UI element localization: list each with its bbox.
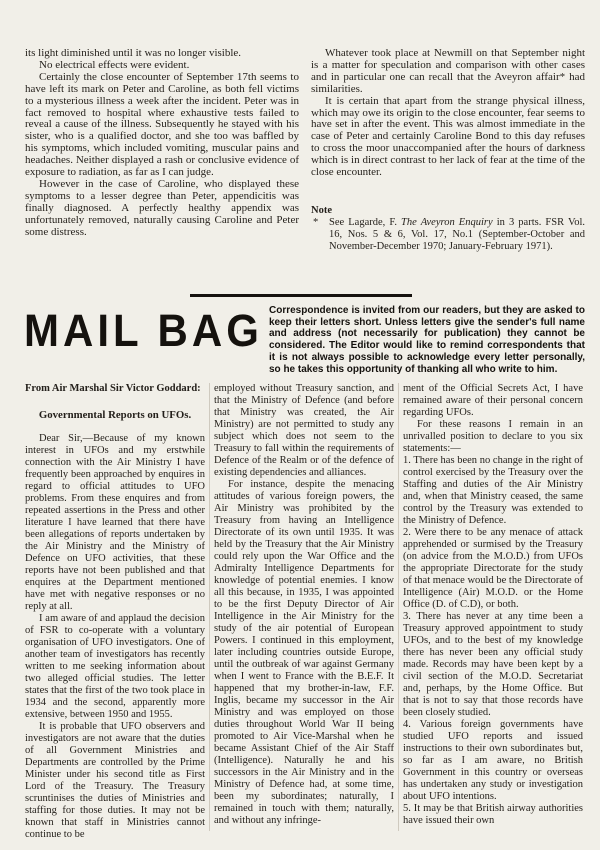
- letter-column-3: [403, 383, 583, 841]
- column-rule: [209, 383, 210, 831]
- note: [311, 205, 585, 253]
- paragraph: ment of the Official Secrets Act, I have remained aware of their personal concern regarding UFOs.: [403, 383, 583, 418]
- note-text-tail: in 3 parts. FSR Vol. 16, Nos. 5 & 6, Vol. 17, No.1 (September-October and November-December 1970; January-February 1971).: [329, 216, 585, 252]
- paragraph: employed without Treasury sanction, and that the Ministry of Defence (and before that Ministry was created, the Air Ministry) are not permitted to study any subject which does not seem to the Treasury to fall within the requirements of Defence of the Realm or of the defence of existing dependencies and alliances.: [214, 383, 394, 478]
- paragraph: I am aware of and applaud the decision of FSR to co-operate with a voluntary organisation of UFO investigators. One of another team of investigators has recently written to me seeking information about two alleged official studies. The letter states that the first of the two took place in 1934 and the second, apparently more extensive, between 1950 and 1955.: [25, 613, 205, 720]
- paragraph: For these reasons I remain in an unrivalled position to declare to you six statements:—: [403, 419, 583, 454]
- section-divider: [190, 294, 412, 297]
- note-asterisk: *: [313, 216, 319, 228]
- paragraph: No electrical effects were evident.: [39, 58, 190, 71]
- paragraph: Whatever took place at Newmill on that September night is a matter for speculation and comparison with other cases and in particular one can recall that the Aveyron affair* had similarities.: [311, 47, 585, 95]
- paragraph: 1. There has been no change in the right of control exercised by the Treasury over the Staffing and duties of the Air Ministry and, when that Ministry ceased, the same control by the Treasury was extended to the Ministry of Defence.: [403, 455, 583, 526]
- paragraph: 5. It may be that British airway authorities have issued their own: [403, 803, 583, 826]
- note-text-italic: The Aveyron Enquiry: [401, 216, 493, 228]
- mailbag-intro: Correspondence is invited from our readers, but they are asked to keep their letters short. Unless letters give the sender's full name and address (not necessarily for publication) they cannot be considered. The Editor would like to remind correspondents that it is not always possible to acknowledge every letter personally, so he takes this opportunity of thanking all who write to him.: [269, 305, 585, 375]
- column-rule: [398, 383, 399, 831]
- article-right-paragraphs: [311, 48, 585, 179]
- article-top-section: [25, 48, 585, 253]
- paragraph: For instance, despite the menacing attitudes of various foreign powers, the Air Ministry was prohibited by the Treasury from having an Intelligence Directorate of its own until 1935. It was held by the Treasury that the Air Ministry could rely upon the War Office and the Admiralty Intelligence Departments for knowledge of potential enemies. I know all this because, in 1935, I was appointed to be the first Deputy Director of Air Intelligence in the Air Ministry for the study of the air potential of European Powers. I continued in this employment, later including countries outside Europe, until the outbreak of war against Germany when I went to France with the B.E.F. It happened that my brother-in-law, F.F. Inglis, became my successor in the Air Ministry and was employed on those duties throughout World War II being promoted to Air Vice-Marshal when he became Assistant Chief of the Air Staff (Intelligence). Naturally he and his successors in the Air Ministry and in the Ministry of Defence had, at some time, been my subordinates; naturally, I remained in touch with them; naturally, and without any infringe-: [214, 479, 394, 826]
- paragraph: Certainly the close encounter of September 17th seems to have left its mark on Peter and Caroline, as both fell victims to a mysterious illness a week after the incident. Peter was in fact removed to hospital where exhaustive tests failed to reveal a cause of the illness. Subsequently he stayed with his sister, who is a qualified doctor, and she too was baffled by his symptoms, which included vomiting, muscular pains and headaches. Neither displayed a rash or conclusive evidence of exposure to radiation, as far as I can judge.: [25, 70, 299, 179]
- paragraph: 4. Various foreign governments have studied UFO reports and issued instructions to their own subordinates but, so far as I am aware, no British Government in this country or overseas has undertaken any study or investigation about UFO intentions.: [403, 719, 583, 802]
- article-right-column: [311, 48, 585, 253]
- paragraph: 3. There has never at any time been a Treasury approved appointment to study UFOs, and to the best of my knowledge there has never been any official study made. Records may have been kept by a civil section of the M.O.D. Secretariat and, perhaps, by the Home Office. But that is not to say that those records have been closely studied.: [403, 611, 583, 718]
- note-text-lead: See Lagarde, F.: [329, 216, 402, 228]
- note-heading: Note: [311, 204, 332, 216]
- letter-column-2: [214, 383, 394, 841]
- letter-col1-paragraphs: [25, 433, 205, 841]
- paragraph: Dear Sir,—Because of my known interest in UFOs and my erstwhile connection with the Air Ministry I have frequently been approached by enquires in regard to official attitudes to UFO problems. From these enquires and from repeated assertions in the Press and other literature I have learned that there have been allegations of reports undertaken by the Air Ministry and the Ministry of Defence on UFO activities, that these reports have not been published and that enquires at the Department mentioned have met with negative responses or no reply at all.: [25, 433, 205, 612]
- mailbag-title: MAIL BAG: [24, 304, 263, 356]
- letter-from-line: From Air Marshal Sir Victor Goddard:: [25, 383, 201, 394]
- note-reference: [311, 217, 585, 253]
- paragraph: It is certain that apart from the strange physical illness, which may owe its origin to the close encounter, fear seems to have set in after the event. This was almost immediate in the case of Peter and certainly Caroline Bond to this day refuses to cross the moor unaccompanied after the hours of darkness which is in direct contrast to her lack of fear at the time of the close encounter.: [311, 94, 585, 179]
- letter-section: [25, 383, 587, 841]
- letter-column-1: [25, 383, 205, 841]
- letter-subject: Governmental Reports on UFOs.: [38, 409, 192, 421]
- paragraph: It is probable that UFO observers and investigators are not aware that the duties of all Government Ministries and Departments are controlled by the Prime Minister under his second title as First Lord of the Treasury. The Treasury scruntinises the duties of Ministries and staffing for those duties. It may not be known that staff in Ministries cannot continue to be: [25, 721, 205, 840]
- article-left-column: [25, 48, 299, 253]
- paragraph: 2. Were there to be any menace of attack apprehended or surmised by the Treasury (on advice from the M.O.D.) from UFOs the appropriate Directorate for the study of that menace would be the Directorate of Intelligence (Air) M.O.D. or the Home Office (D. of C.D), or both.: [403, 527, 583, 610]
- paragraph: However in the case of Caroline, who displayed these symptoms to a lesser degree than Peter, appendicitis was finally diagnosed. A perfectly healthy appendix was unfortunately removed, naturally causing Caroline and Peter some distress.: [25, 177, 299, 238]
- paragraph: its light diminished until it was no longer visible.: [25, 47, 242, 59]
